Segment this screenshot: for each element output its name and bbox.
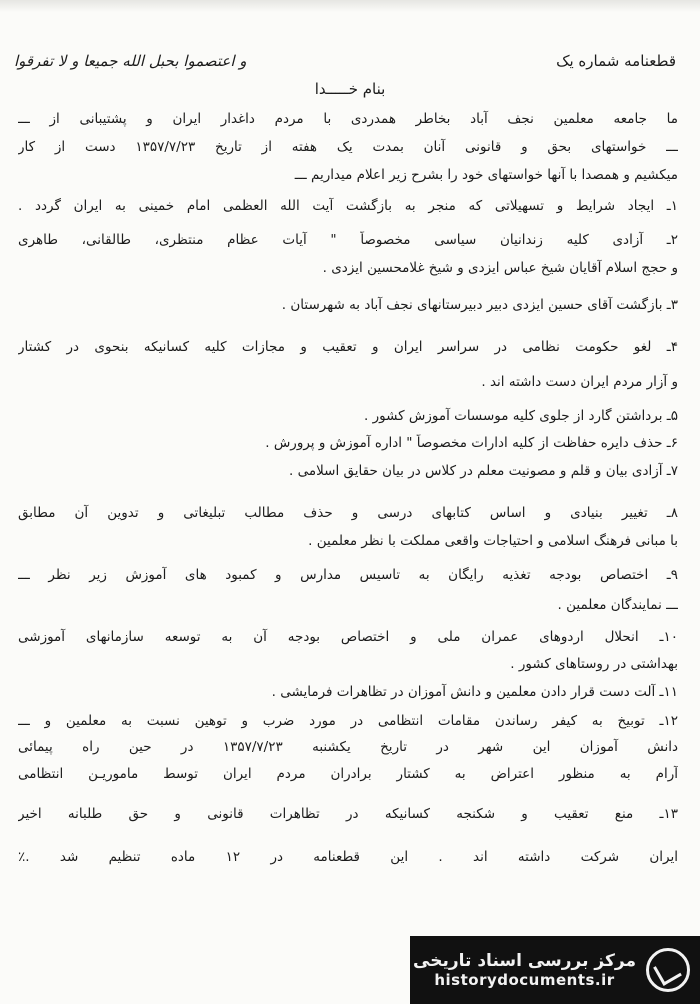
scan-edge — [0, 0, 700, 12]
resolution-item-12: ۱۲ـ توبیخ به کیفر رساندن مقامات انتظامی در مورد ضرب و توهین نسبت به معلمین و ـــ — [18, 713, 678, 729]
resolution-number: قطعنامه شماره یک — [556, 52, 676, 70]
closing-line: ایران شرکت داشته اند . این قطعنامه در ۱۲ ماده تنظیم شد .٪ — [18, 849, 678, 865]
archive-watermark-text — [413, 951, 636, 989]
resolution-item-5: ۵ـ برداشتن گارد از جلوی کلیه موسسات آموزش کشور . — [364, 408, 678, 424]
resolution-item-7: ۷ـ آزادی بیان و قلم و مصونیت معلم در کلاس در بیان حقایق اسلامی . — [289, 463, 678, 479]
archive-title: مرکز بررسی اسناد تاریخی — [413, 951, 636, 971]
resolution-item-9: ۹ـ اختصاص بودجه تغذیه رایگان به تاسیس مدارس و کمبود های آموزش زیر نظر ـــ — [18, 567, 678, 583]
resolution-item-10-cont: بهداشتی در روستاهای کشور . — [510, 656, 678, 672]
resolution-item-12-cont-2: آرام به منظور اعتراض به کشتار برادران مردم ایران توسط ماموریـن انتظامی — [18, 766, 678, 782]
archive-url: historydocuments.ir — [434, 971, 615, 989]
resolution-item-4: ۴ـ لغو حکومت نظامی در سراسر ایران و تعقیب و مجازات کلیه کسانیکه بنحوی در کشتار — [18, 339, 678, 355]
resolution-item-4-cont: و آزار مردم ایران دست داشته اند . — [481, 374, 678, 390]
body-line-3: میکشیم و همصدا با آنها خواستهای خود را بشرح زیر اعلام میداریم ـــ — [294, 167, 678, 183]
resolution-item-9-cont: ـــ نمایندگان معلمین . — [557, 597, 678, 613]
resolution-item-8-cont: با مبانی فرهنگ اسلامی و احتیاجات واقعی مملکت با نظر معلمین . — [308, 533, 678, 549]
body-line-2: ـــ خواستهای بحق و قانونی آنان بمدت یک هفته از تاریخ ۱۳۵۷/۷/۲۳ دست از کار — [18, 139, 678, 155]
resolution-item-8: ۸ـ تغییر بنیادی و اساس کتابهای درسی و حذف مطالب تبلیغاتی و تدوین آن مطابق — [18, 505, 678, 521]
quran-verse-inscription: و اعتصموا بحبل الله جمیعا و لا تفرقوا — [14, 52, 247, 70]
archive-logo-icon — [646, 948, 690, 992]
resolution-item-6: ۶ـ حذف دایره حفاظت از کلیه ادارات مخصوصاً " اداره آموزش و پرورش . — [265, 435, 678, 451]
resolution-item-2: ۲ـ آزادی کلیه زندانیان سیاسی مخصوصاً " آیات عظام منتظری، طالقانی، طاهری — [18, 232, 678, 248]
basmala-heading: بنام خـــــدا — [314, 80, 386, 98]
resolution-item-2-cont: و حجج اسلام آقایان شیخ عباس ایزدی و شیخ غلامحسین ایزدی . — [322, 260, 678, 276]
resolution-item-12-cont-1: دانش آموزان این شهر در تاریخ یکشنبه ۱۳۵۷/۷/۲۳ در حین راه پیمائی — [18, 739, 678, 755]
body-line-1: ما جامعه معلمین نجف آباد بخاطر همدردی با مردم داغدار ایران و پشتیبانی از ـــ — [18, 111, 678, 127]
resolution-item-11: ۱۱ـ آلت دست قرار دادن معلمین و دانش آموزان در تظاهرات فرمایشی . — [271, 684, 678, 700]
archive-watermark — [410, 936, 700, 1004]
resolution-item-10: ۱۰ـ انحلال اردوهای عمران ملی و اختصاص بودجه آن به توسعه سازمانهای آموزشی — [18, 629, 678, 645]
resolution-item-3: ۳ـ بازگشت آقای حسین ایزدی دبیر دبیرستانهای نجف آباد به شهرستان . — [281, 297, 678, 313]
resolution-item-1: ۱ـ ایجاد شرایط و تسهیلاتی که منجر به بازگشت آیت الله العظمی امام خمینی به ایران گردد . — [18, 198, 678, 214]
resolution-item-13: ۱۳ـ منع تعقیب و شکنجه کسانیکه در تظاهرات قانونی و حق طلبانه اخیر — [18, 806, 678, 822]
